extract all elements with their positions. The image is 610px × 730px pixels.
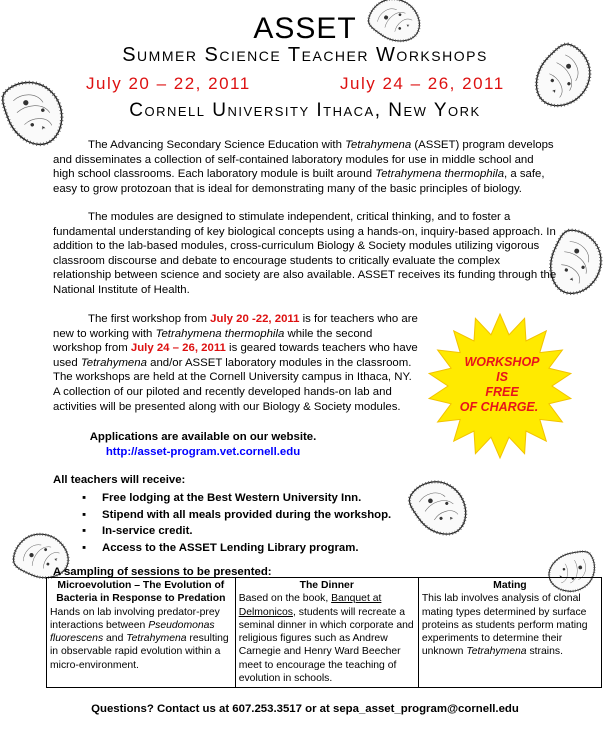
text-run: The Advancing Secondary Science Education with — [88, 139, 346, 151]
organism-name: Tetrahymena — [126, 633, 187, 645]
session-cell-mating — [418, 578, 601, 688]
organism-name: Tetrahymena — [80, 356, 147, 369]
highlight-date-2: July 24 – 26, 2011 — [130, 342, 226, 355]
session-cell-dinner — [235, 578, 418, 688]
list-item — [82, 507, 391, 524]
book-title: Banquet at Delmonicos — [238, 593, 382, 618]
list-item-text: Access to the ASSET Lending Library program. — [102, 541, 359, 554]
list-item — [82, 540, 391, 557]
bullet-icon: ▪ — [82, 508, 87, 521]
text-run: while the second workshop from — [53, 327, 373, 355]
text-run: Based on the book, — [238, 593, 332, 605]
applications-notice — [53, 430, 353, 460]
table-row — [47, 578, 602, 688]
benefits-heading: All teachers will receive: — [53, 474, 186, 486]
text-run: strains. — [526, 646, 563, 658]
list-item-text: Stipend with all meals provided during the workshop. — [102, 508, 392, 521]
session-description — [50, 606, 232, 672]
organism-name: Pseudomonas fluorescens — [50, 619, 215, 645]
location-heading: Cornell University Ithaca, New York — [129, 100, 481, 121]
text-run: This lab involves analysis of clonal mating types determined by surface proteins as students perform mating experiments to determine their unknown — [421, 593, 588, 658]
species-name: Tetrahymena thermophila — [375, 168, 505, 181]
species-name: Tetrahymena thermophila — [155, 327, 285, 340]
benefits-list — [82, 490, 391, 556]
session-cell-microevolution — [47, 578, 236, 688]
sessions-table — [46, 577, 602, 688]
text-run: is geared towards teachers who have used — [53, 342, 418, 369]
contact-line: Questions? Contact us at 607.253.3517 or at sepa_asset_program@cornell.edu — [91, 703, 519, 715]
page-title: ASSET — [253, 12, 357, 45]
page-subtitle: Summer Science Teacher Workshops — [122, 44, 488, 66]
text-run: , students will recreate a seminal dinner in which corporate and religious figures such as Andrew Carnegie and Henry Ward Beecher meet to encourage the teaching of evolution in schools. — [238, 606, 414, 685]
text-run: resulting in observable rapid evolution within a micro-environment. — [50, 633, 229, 671]
text-run: (ASSET) program develops and disseminates a collection of self-contained laboratory modules for use in middle school and high school classrooms. Each laboratory module is built around — [53, 139, 554, 181]
organism-name: Tetrahymena — [345, 139, 412, 151]
text-run: and/or ASSET laboratory modules in the classroom. The workshops are held at the Cornell University campus in Ithaca, NY. A collection of our piloted and recently developed hands-on lab and activities will be presented along with our Biology & Society modules. — [53, 356, 412, 413]
session-title: Microevolution – The Evolution of Bacteria in Response to Predation — [56, 580, 226, 605]
intro-paragraph-2 — [53, 210, 558, 298]
bullet-icon: ▪ — [82, 541, 87, 554]
organism-name: Tetrahymena — [466, 646, 527, 658]
applications-text: Applications are available on our website. — [89, 431, 317, 443]
workshop-date-1: July 20 – 22, 2011 — [86, 74, 251, 93]
text-run: The modules are designed to stimulate independent, critical thinking, and to foster a fundamental understanding of key biological concepts using a hands-on, inquiry-based approach. In addition to the lab-based modules, cross-curriculum Biology & Society modules utilizing vigorous classroom discourse and debate to encourage students to critically evaluate the complex relationship between science and society are also available. ASSET receives its funding through the National Institute of Health. — [53, 211, 557, 296]
text-run: Hands on lab involving predator-prey interactions between — [50, 606, 220, 631]
session-title: The Dinner — [299, 580, 354, 591]
sessions-heading: A sampling of sessions to be presented: — [53, 566, 272, 578]
session-description — [422, 592, 598, 658]
badge-line-4: OF CHARGE. — [459, 400, 539, 414]
website-link[interactable]: http://asset-program.vet.cornell.edu — [105, 446, 301, 458]
session-description — [239, 592, 415, 685]
badge-line-2: IS — [496, 370, 508, 384]
text-run: The first workshop from — [88, 313, 211, 325]
tetrahymena-illustration-icon — [405, 470, 475, 540]
text-run: is for teachers who are new to working with — [53, 313, 418, 340]
bullet-icon: ▪ — [82, 525, 87, 538]
badge-line-1: WORKSHOP — [464, 355, 540, 369]
badge-line-3: FREE — [485, 385, 519, 399]
list-item-text: In-service credit. — [102, 525, 193, 538]
list-item — [82, 490, 391, 507]
text-run: and — [103, 633, 127, 645]
list-item — [82, 523, 391, 540]
bullet-icon: ▪ — [82, 492, 87, 504]
text-run: , a safe, easy to grow protozoan that is ideal for demonstrating many of the basic principles of biology. — [53, 168, 545, 195]
intro-paragraph-1 — [53, 138, 558, 196]
free-of-charge-starburst — [425, 312, 575, 460]
workshop-description — [53, 312, 418, 414]
session-title: Mating — [493, 580, 527, 591]
highlight-date-1: July 20 -22, 2011 — [210, 313, 300, 325]
list-item-text: Free lodging at the Best Western University Inn. — [102, 492, 362, 504]
workshop-date-2: July 24 – 26, 2011 — [340, 74, 505, 93]
